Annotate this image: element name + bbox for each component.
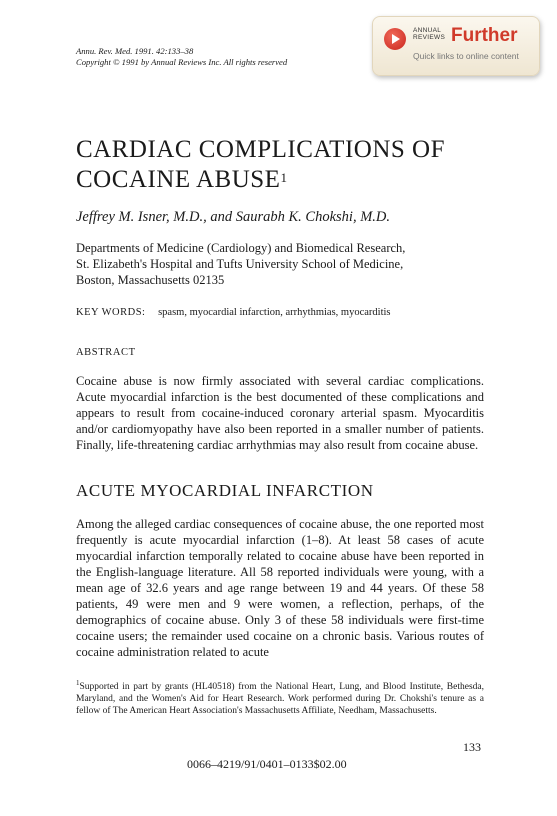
badge-reviews-text: REVIEWS (413, 34, 446, 41)
issn-line: 0066–4219/91/0401–0133$02.00 (187, 757, 347, 771)
journal-citation (76, 46, 287, 68)
further-badge[interactable] (372, 16, 540, 76)
copyright-line: Copyright © 1991 by Annual Reviews Inc. All rights reserved (76, 57, 288, 67)
footnote-mark: 1 (76, 679, 80, 687)
article-title (76, 135, 445, 195)
title-footnote-mark[interactable]: 1 (280, 170, 288, 185)
affiliation (76, 240, 405, 288)
abstract-heading: ABSTRACT (76, 347, 136, 358)
badge-further-text: Further (451, 25, 518, 46)
section-body-text: Among the alleged cardiac consequences of cocaine abuse, the one reported most frequently is acute myocardial infarction (1–8). At least 58 cases of acute myocardial infarction temporally related to cocaine abuse have been reported in the English-language literature. All 58 reported individuals were young, with a mean age of 32.6 years and age range between 19 and 44 years. Of these 58 patients, 49 were men and 9 were women, a reflection, perhaps, of the demographics of cocaine abuse. Only 3 of these 58 individuals were first-time cocaine users; the remainder used cocaine on a chronic basis. Various routes of cocaine administration related to acute (76, 517, 484, 659)
badge-annual-text: ANNUAL (413, 27, 442, 34)
annual-reviews-play-logo-icon (384, 28, 406, 50)
title-line-2: COCAINE ABUSE (76, 166, 281, 193)
keywords-label: KEY WORDS: (76, 307, 146, 318)
keywords (76, 307, 391, 318)
affiliation-line: Boston, Massachusetts 02135 (76, 273, 225, 287)
citation-line: Annu. Rev. Med. 1991. 42:133–38 (76, 46, 194, 56)
footnote-text: Supported in part by grants (HL40518) from the National Heart, Lung, and Blood Institute, Bethesda, Maryland, and the Women's Aid for Heart Research. Work performed during Dr. Chokshi's tenure as a fellow of The American Heart Association's Massachusetts Affiliate, Needham, Massachusetts. (76, 682, 484, 717)
abstract-text: Cocaine abuse is now firmly associated with several cardiac complications. Acute myocardial infarction is the best documented of these complications and appears to result from cocaine-induced coronary arterial spasm. Myocarditis and/or cardiomyopathy have also been reported in a smaller number of patients. Finally, life-threatening cardiac arrhythmias may also result from cocaine abuse. (76, 374, 484, 452)
affiliation-line: Departments of Medicine (Cardiology) and Biomedical Research, (76, 241, 406, 255)
badge-annual-reviews (413, 27, 445, 41)
footnote (76, 677, 484, 717)
badge-subtitle: Quick links to online content (413, 51, 519, 61)
section-heading: ACUTE MYOCARDIAL INFARCTION (76, 481, 374, 500)
keywords-list: spasm, myocardial infarction, arrhythmias, myocarditis (158, 307, 391, 318)
affiliation-line: St. Elizabeth's Hospital and Tufts University School of Medicine, (76, 257, 404, 271)
page-number: 133 (463, 740, 481, 754)
title-line-1: CARDIAC COMPLICATIONS OF (76, 136, 445, 163)
authors: Jeffrey M. Isner, M.D., and Saurabh K. Chokshi, M.D. (76, 209, 390, 225)
